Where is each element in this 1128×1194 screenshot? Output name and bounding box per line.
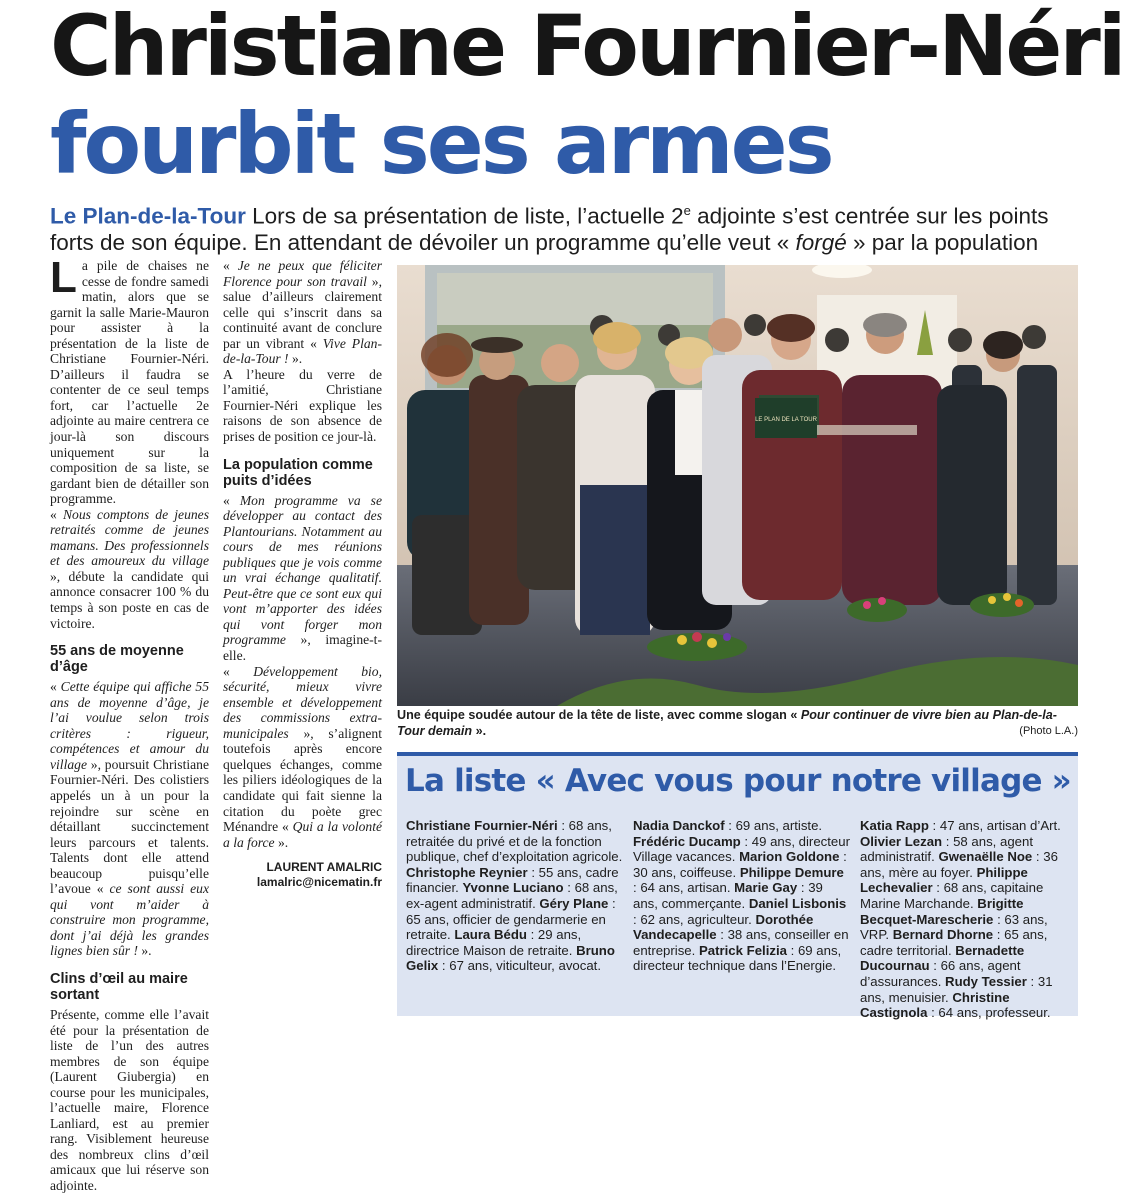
article-column-2 xyxy=(223,258,382,890)
lead-text-3: » par la population xyxy=(846,229,1039,255)
p1-text: a pile de chaises ne cesse de fondre samedi matin, alors que se garnit la salle Marie-Mauron pour assister à la présentation de la liste de Christiane Fournier-Néri. D’ailleurs il faudra se contenter de ce seul temps fort, car l’actuelle 2e adjointe au maire centrera ce jour-là son discours uniquement sur la composition de sa liste, se gardant bien de détailler son programme. xyxy=(50,258,209,507)
member-desc: : 30 ans, coiffeuse. xyxy=(633,849,847,880)
member-name: Daniel Lisbonis xyxy=(748,895,847,911)
member-desc: : 64 ans, artisan. xyxy=(633,880,731,896)
article-paragraph-3 xyxy=(50,679,209,959)
lead-sup: e xyxy=(683,203,691,218)
p3-quote-2: ce sont aussi eux qui vont m’aider à construire mon programme, dont j’ai déjà les grandes lignes bien sûr ! xyxy=(50,881,209,959)
p7-rest: », imagine-t-elle. xyxy=(223,632,382,664)
list-column-3 xyxy=(860,818,1078,1021)
member-desc: : 66 ans, agent d’assurances. xyxy=(860,958,1021,989)
p2-open: « xyxy=(50,506,63,522)
member-desc: : 67 ans, viticulteur, avocat. xyxy=(438,958,601,974)
caption-slogan: Pour continuer de vivre bien au Plan-de-la-Tour demain xyxy=(397,708,1057,738)
member-desc: : 64 ans, professeur. xyxy=(927,1005,1051,1021)
member-desc: : 36 ans, mère au foyer. xyxy=(860,849,1058,880)
article-paragraph-2 xyxy=(50,507,209,631)
member-desc: : 39 ans, commerçante. xyxy=(633,880,823,911)
member-name: Marion Goldone xyxy=(739,849,840,865)
member-name: Géry Plane xyxy=(539,895,609,911)
p2-quote: Nous comptons de jeunes retraités comme de jeunes mamans. Des professionnels et des amoureux du village xyxy=(50,506,210,569)
member-name: Christiane Fournier-Néri xyxy=(406,818,558,833)
p5-end: ». xyxy=(288,351,303,367)
list-column-1 xyxy=(406,818,624,974)
member-desc: : 69 ans, artiste. xyxy=(724,818,823,833)
member-desc: : 38 ans, conseiller en entreprise. xyxy=(633,927,849,958)
author-name: LAURENT AMALRIC xyxy=(266,860,382,875)
author-signature xyxy=(223,860,382,890)
group-photo xyxy=(397,265,1078,706)
p5-open: « xyxy=(223,258,238,273)
article-paragraph-7 xyxy=(223,493,382,664)
caption-part-a: Une équipe soudée autour de la tête de liste, avec comme slogan « xyxy=(397,708,801,722)
member-name: Frédéric Ducamp xyxy=(633,833,741,849)
member-name: Philippe Lechevalier xyxy=(860,864,1028,896)
member-name: Olivier Lezan xyxy=(860,833,943,849)
candidate-list-box xyxy=(397,752,1078,1021)
list-title: La liste « Avec vous pour notre village » xyxy=(405,763,1071,799)
lead-italic: forgé xyxy=(795,229,847,255)
member-desc: : 69 ans, directeur technique dans l’Energie. xyxy=(633,942,842,974)
p5-quote-2: Vive Plan-de-la-Tour ! xyxy=(223,335,382,367)
p5-mid: », salue d’ailleurs clairement celle qui s’inscrit dans sa continuité avant de conclure par un vibrant « xyxy=(223,273,383,351)
member-desc: : 62 ans, agriculteur. xyxy=(633,911,752,927)
member-name: Katia Rapp xyxy=(860,818,929,833)
member-name: Nadia Danckof xyxy=(633,818,725,833)
p8-mid: », s’alignent toutefois après encore quelques échanges, comme les piliers idéologiques de la candidate qui fait sienne la citation du poète grec Ménandre « xyxy=(223,725,382,835)
headline-line-2: fourbit ses armes xyxy=(50,95,832,193)
member-name: Christophe Reynier xyxy=(406,864,528,880)
member-desc: : 58 ans, agent administratif. xyxy=(860,833,1034,865)
article-paragraph-4: Présente, comme elle l’avait été pour la présentation de liste de l’un des autres membres de son équipe (Laurent Giubergia) en course pour les municipales, l’actuelle maire, Florence Lanliard, est au premier rang. Visiblement heureuse des nombreux clins d’œil amicaux que lui réserve son adjointe. xyxy=(50,1006,209,1193)
member-name: Bernard Dhorne xyxy=(892,927,994,943)
p3-end: ». xyxy=(137,943,152,959)
member-name: Bruno Gelix xyxy=(406,942,615,974)
p8-open: « xyxy=(223,663,254,679)
caption-part-c: ». xyxy=(472,723,487,738)
member-desc: : 47 ans, artisan d’Art. xyxy=(928,818,1061,833)
p7-open: « xyxy=(223,492,240,508)
p3-quote: Cette équipe qui affiche 55 ans de moyenne d’âge, je l’ai voulue selon trois critères : rigueur, compétences et amour du village xyxy=(50,679,209,772)
lead-place: Le Plan-de-la-Tour xyxy=(50,203,246,229)
member-name: Patrick Felizia xyxy=(698,942,787,958)
member-name: Yvonne Luciano xyxy=(462,880,564,896)
article-column-1 xyxy=(50,253,210,1194)
member-name: Rudy Tessier xyxy=(945,973,1027,989)
p5-quote: Je ne peux que féliciter Florence pour son travail xyxy=(223,258,382,289)
member-name: Brigitte Becquet-Marescherie xyxy=(860,895,1024,927)
member-desc: : 65 ans, officier de gendarmerie en retraite. xyxy=(406,895,616,943)
p8-quote: Développement bio, sécurité, mieux vivre ensemble et développement des commissions extra-municipales xyxy=(223,663,382,741)
member-name: Gwenaëlle Noe xyxy=(938,849,1033,865)
member-name: Laura Bédu xyxy=(454,927,527,943)
p8-quote-2: Qui a la volonté a la force xyxy=(223,819,383,850)
member-name: Bernadette Ducournau xyxy=(860,942,1025,974)
article-paragraph-8 xyxy=(223,664,382,851)
photo-sign-text: LE PLAN DE LA TOUR xyxy=(755,417,817,423)
p7-quote: Mon programme va se développer au contact des Plantourians. Notamment au cours de mes réunions publiques que je vois comme un vrai échange qualitatif. Peut-être que ce sont eux qui vont m’apporter des idées qui vont forger mon programme xyxy=(223,492,382,648)
lead-text-2: adjointe s’est centrée sur les points forts de son équipe. En attendant de dévoiler un programme qu’elle veut « xyxy=(50,203,1049,255)
member-name: Christine Castignola xyxy=(860,989,1010,1021)
p2-rest: », débute la candidate qui annonce consacrer 100 % du temps à son poste en cas de victoire. xyxy=(50,568,209,631)
subheading-clins: Clins d’œil au maire sortant xyxy=(50,970,188,1003)
member-desc: : 63 ans, VRP. xyxy=(860,911,1048,943)
author-email: lamalric@nicematin.fr xyxy=(256,875,382,890)
list-column-2 xyxy=(633,818,851,974)
member-name: Marie Gay xyxy=(734,880,798,896)
member-name: Philippe Demure xyxy=(739,864,844,880)
member-desc: : 68 ans, ex-agent administratif. xyxy=(406,880,618,911)
lead-text-1: Lors de sa présentation de liste, l’actuelle 2 xyxy=(245,203,684,229)
photo-caption xyxy=(397,708,1078,739)
member-desc: : 55 ans, cadre financier. xyxy=(406,864,619,896)
headline-line-1: Christiane Fournier-Néri xyxy=(50,0,1124,95)
subheading-age: 55 ans de moyenne d’âge xyxy=(50,643,184,676)
p8-end: ». xyxy=(274,834,289,850)
photo-credit: (Photo L.A.) xyxy=(1019,725,1078,737)
member-desc: : 49 ans, directeur Village vacances. xyxy=(633,833,850,865)
member-desc: : 68 ans, retraitée du privé et de la fonction publique, chef d’exploitation agricole. xyxy=(406,818,623,865)
member-desc: : 68 ans, capitaine Marine Marchande. xyxy=(860,880,1044,911)
p3-open: « xyxy=(50,679,61,695)
member-name: Dorothée Vandecapelle xyxy=(633,911,814,943)
article-paragraph-1 xyxy=(50,253,209,507)
subheading-population: La population comme puits d’idées xyxy=(223,456,373,489)
p3-rest: », poursuit Christiane Fournier-Néri. Des colistiers appelés un à un pour la rejoindre sur scène en détaillant succinctement leurs parcours et talents. Talents dont elle attend beaucoup puisqu’elle l’avoue « xyxy=(50,756,209,897)
member-desc: : 29 ans, directrice Maison de retraite. xyxy=(406,927,582,958)
member-desc: : 65 ans, cadre territorial. xyxy=(860,927,1048,958)
article-paragraph-5 xyxy=(223,258,382,367)
article-paragraph-6: A l’heure du verre de l’amitié, Christiane Fournier-Néri explique les raisons de son absence de prises de position ce jour-là. xyxy=(223,366,382,445)
lead-paragraph xyxy=(50,198,1080,256)
member-desc: : 31 ans, menuisier. xyxy=(860,973,1053,1005)
drop-cap: L xyxy=(50,253,77,302)
